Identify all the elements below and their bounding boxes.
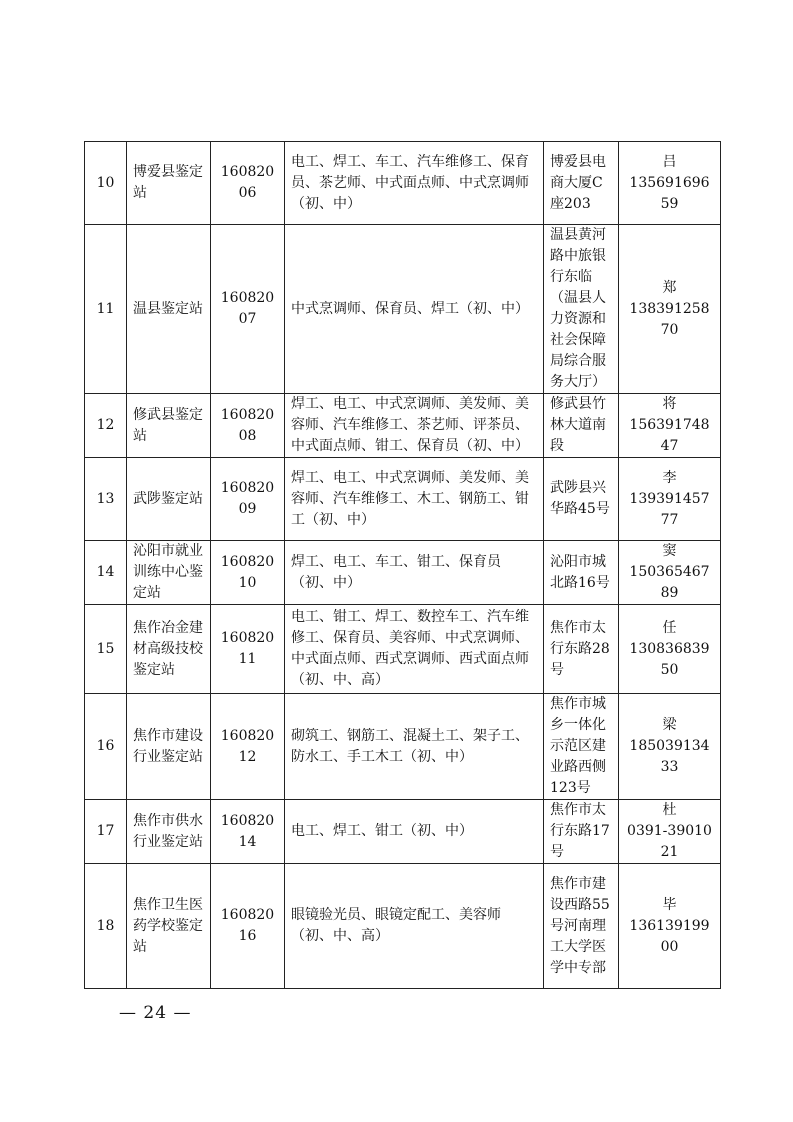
station-code-cell: 16082006 xyxy=(211,142,285,225)
contact-cell xyxy=(619,142,721,225)
row-number-cell: 12 xyxy=(85,394,127,458)
station-name-cell: 博爱县鉴定站 xyxy=(127,142,211,225)
contact-phone: 13839125870 xyxy=(629,300,710,338)
contact-name: 吕 xyxy=(662,153,677,170)
contact-cell xyxy=(619,225,721,394)
row-number-cell: 14 xyxy=(85,541,127,605)
row-number-cell: 18 xyxy=(85,864,127,989)
row-number-cell: 15 xyxy=(85,605,127,694)
contact-name: 杜 xyxy=(662,802,677,818)
row-number-cell: 16 xyxy=(85,694,127,800)
table-row xyxy=(85,142,721,225)
contact-name: 毕 xyxy=(662,896,677,913)
station-name-cell: 武陟鉴定站 xyxy=(127,458,211,541)
contact-cell xyxy=(619,394,721,458)
station-name-cell: 沁阳市就业训练中心鉴定站 xyxy=(127,541,211,605)
station-code-cell: 16082010 xyxy=(211,541,285,605)
contact-phone: 18503913433 xyxy=(629,738,710,775)
row-number-cell: 11 xyxy=(85,225,127,394)
job-types-cell: 电工、钳工、焊工、数控车工、汽车维修工、保育员、美容师、中式烹调师、中式面点师、西式烹调师、西式面点师（初、中、高） xyxy=(285,605,544,694)
station-code-cell: 16082008 xyxy=(211,394,285,458)
station-name-cell: 温县鉴定站 xyxy=(127,225,211,394)
row-number-cell: 10 xyxy=(85,142,127,225)
contact-phone: 15036546789 xyxy=(629,564,710,601)
address-cell: 温县黄河路中旅银行东临（温县人力资源和社会保障局综合服务大厅） xyxy=(544,225,619,394)
contact-phone: 15639174847 xyxy=(629,417,710,454)
table-row xyxy=(85,458,721,541)
job-types-cell: 焊工、电工、中式烹调师、美发师、美容师、汽车维修工、茶艺师、评茶员、中式面点师、钳工、保育员（初、中） xyxy=(285,394,544,458)
job-types-cell: 眼镜验光员、眼镜定配工、美容师（初、中、高） xyxy=(285,864,544,989)
station-name-cell: 焦作卫生医药学校鉴定站 xyxy=(127,864,211,989)
address-cell: 焦作市太行东路17号 xyxy=(544,800,619,864)
table-row xyxy=(85,605,721,694)
contact-cell xyxy=(619,458,721,541)
address-cell: 修武县竹林大道南段 xyxy=(544,394,619,458)
address-cell: 沁阳市城北路16号 xyxy=(544,541,619,605)
contact-phone: 13613919900 xyxy=(629,917,710,955)
job-types-cell: 电工、焊工、车工、汽车维修工、保育员、茶艺师、中式面点师、中式烹调师（初、中） xyxy=(285,142,544,225)
station-name-cell: 修武县鉴定站 xyxy=(127,394,211,458)
row-number-cell: 13 xyxy=(85,458,127,541)
job-types-cell: 焊工、电工、车工、钳工、保育员（初、中） xyxy=(285,541,544,605)
contact-cell xyxy=(619,541,721,605)
table-row xyxy=(85,225,721,394)
contact-name: 李 xyxy=(662,469,677,486)
table-row xyxy=(85,694,721,800)
contact-name: 梁 xyxy=(662,717,677,733)
appraisal-station-table xyxy=(84,141,721,989)
station-name-cell: 焦作市建设行业鉴定站 xyxy=(127,694,211,800)
contact-name: 郑 xyxy=(662,279,677,296)
table-row xyxy=(85,864,721,989)
address-cell: 焦作市太行东路28号 xyxy=(544,605,619,694)
contact-cell xyxy=(619,694,721,800)
station-code-cell: 16082009 xyxy=(211,458,285,541)
station-code-cell: 16082016 xyxy=(211,864,285,989)
contact-cell xyxy=(619,800,721,864)
row-number-cell: 17 xyxy=(85,800,127,864)
address-cell: 焦作市城乡一体化示范区建业路西侧123号 xyxy=(544,694,619,800)
table-body xyxy=(85,142,721,989)
contact-phone: 13569169659 xyxy=(629,174,710,212)
station-code-cell: 16082014 xyxy=(211,800,285,864)
contact-name: 窦 xyxy=(662,543,677,559)
contact-phone: 13939145777 xyxy=(629,490,710,528)
station-code-cell: 16082012 xyxy=(211,694,285,800)
station-code-cell: 16082007 xyxy=(211,225,285,394)
job-types-cell: 中式烹调师、保育员、焊工（初、中） xyxy=(285,225,544,394)
job-types-cell: 焊工、电工、中式烹调师、美发师、美容师、汽车维修工、木工、钢筋工、钳工（初、中） xyxy=(285,458,544,541)
job-types-cell: 砌筑工、钢筋工、混凝土工、架子工、防水工、手工木工（初、中） xyxy=(285,694,544,800)
contact-cell xyxy=(619,864,721,989)
address-cell: 武陟县兴华路45号 xyxy=(544,458,619,541)
table-row xyxy=(85,541,721,605)
contact-cell xyxy=(619,605,721,694)
address-cell: 博爱县电商大厦C座203 xyxy=(544,142,619,225)
page-number: — 24 — xyxy=(119,1003,192,1023)
station-name-cell: 焦作市供水行业鉴定站 xyxy=(127,800,211,864)
job-types-cell: 电工、焊工、钳工（初、中） xyxy=(285,800,544,864)
address-cell: 焦作市建设西路55号河南理工大学医学中专部 xyxy=(544,864,619,989)
table-row xyxy=(85,394,721,458)
station-name-cell: 焦作冶金建材高级技校鉴定站 xyxy=(127,605,211,694)
station-code-cell: 16082011 xyxy=(211,605,285,694)
table-row xyxy=(85,800,721,864)
contact-phone: 13083683950 xyxy=(629,640,710,678)
contact-phone: 0391-3901021 xyxy=(627,823,712,860)
contact-name: 任 xyxy=(662,619,677,636)
contact-name: 将 xyxy=(662,396,677,412)
